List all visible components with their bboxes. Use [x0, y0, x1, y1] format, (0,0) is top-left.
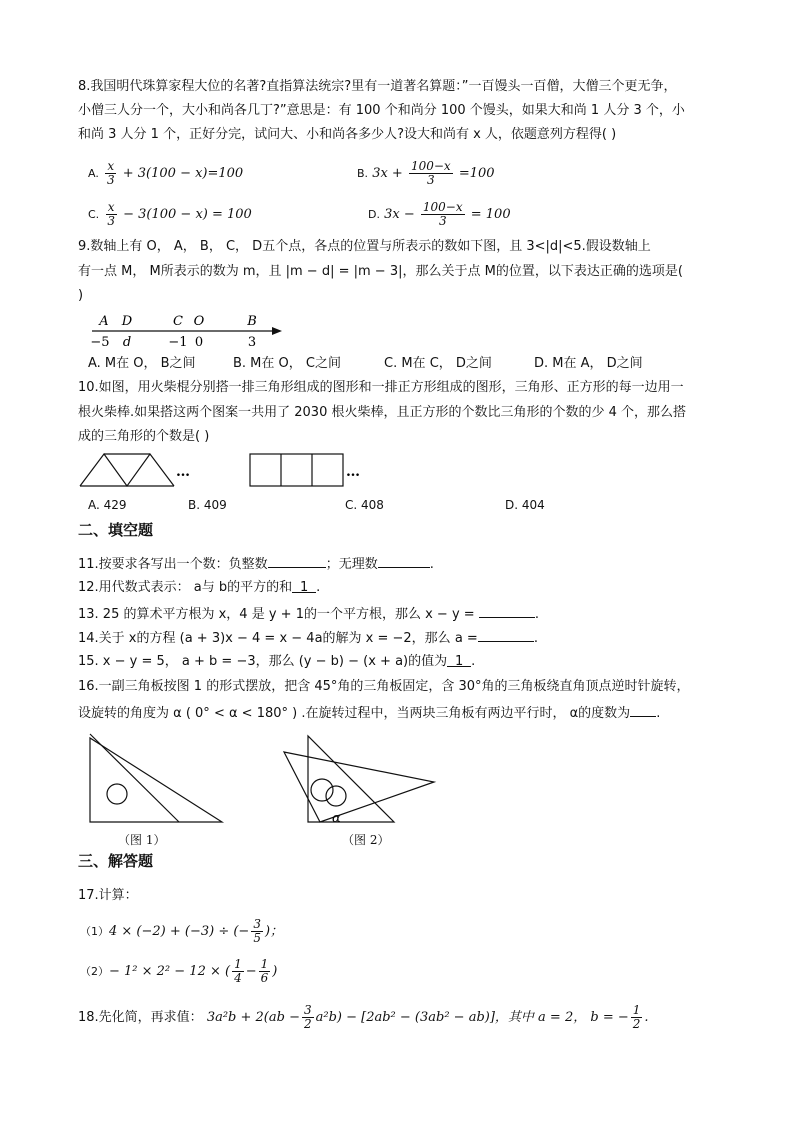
point-c-label: C	[173, 314, 183, 329]
triangle-30-edge	[90, 734, 179, 822]
q10-option-d[interactable]: D. 404	[505, 498, 545, 512]
q9-line2: 有一点 M， M所表示的数为 m，且 |m − d| = |m − 3|，那么关于点 M的位置，以下表达正确的选项是(	[78, 264, 683, 279]
square-dots: …	[346, 464, 360, 480]
q8-option-c[interactable]: C. $\frac{x}{3}$ − 3(100 − x) = 100	[88, 200, 252, 228]
figure-1	[84, 730, 234, 826]
q9-option-b[interactable]: B. M在 O， C之间	[233, 356, 341, 371]
fraction: $\frac{3}{2}$	[303, 1003, 312, 1031]
figure-2	[276, 730, 446, 826]
q9-line3: )	[78, 288, 84, 303]
answer-blank[interactable]	[479, 604, 535, 618]
answer-blank[interactable]	[478, 628, 534, 642]
q8-line3: 和尚 3 人分 1 个，正好分完，试问大、小和尚各多少人?设大和尚有 x 人，依题意列方程得( )	[78, 127, 617, 142]
value-b: 3	[247, 335, 257, 350]
q10-option-c[interactable]: C. 408	[345, 498, 384, 512]
axis-arrow	[272, 327, 282, 335]
triangle-dots: …	[176, 464, 190, 480]
answer-blank[interactable]: 1	[447, 653, 471, 667]
point-b-label: B	[247, 314, 257, 329]
triangle-hole	[311, 779, 333, 801]
q10-option-a[interactable]: A. 429	[88, 498, 127, 512]
number-line	[86, 310, 286, 350]
figure-2-caption: （图 2）	[342, 833, 390, 847]
q13: 13. 25 的算术平方根为 x，4 是 y + 1的一个平方根，那么 x − y = .	[78, 604, 539, 624]
fraction: $\frac{100-x}{3}$	[410, 159, 451, 187]
q18: 18.先化简，再求值： 3a²b + 2(ab − $\frac{3}{2}$ a²b) − [2ab² − (3ab² − ab)]，其中 a = 2， b = − $\frac{1}{2}$ .	[78, 1003, 649, 1031]
point-a-label: A	[99, 314, 109, 329]
q12: 12.用代数式表示： a与 b的平方的和 1 .	[78, 580, 321, 595]
section-solve: 三、解答题	[78, 852, 154, 870]
q9-option-a[interactable]: A. M在 O， B之间	[88, 356, 196, 371]
value-d: d	[122, 335, 132, 350]
fraction: $\frac{1}{4}$	[234, 957, 242, 985]
value-o: 0	[194, 335, 204, 350]
fraction: $\frac{1}{6}$	[260, 957, 269, 985]
q15: 15. x − y = 5， a + b = −3，那么 (y − b) − (x + a)的值为 1 .	[78, 654, 476, 669]
q8-option-d[interactable]: D. 3x − $\frac{100-x}{3}$ = 100	[368, 200, 511, 228]
q14: 14.关于 x的方程 (a + 3)x − 4 = x − 4a的解为 x = −2，那么 a = .	[78, 628, 538, 648]
q10-option-b[interactable]: B. 409	[188, 498, 227, 512]
q17-title: 17.计算：	[78, 888, 138, 903]
fraction: $\frac{1}{2}$	[632, 1003, 641, 1031]
q10-line3: 成的三角形的个数是( )	[78, 429, 210, 444]
point-o-label: O	[193, 314, 205, 329]
fraction: $\frac{3}{5}$	[253, 917, 261, 945]
q17-part1: （1）4 × (−2) + (−3) ÷ (− $\frac{3}{5}$ )；	[80, 917, 284, 945]
q8-line2: 小僧三人分一个，大小和尚各几丁?”意思是：有 100 个和尚分 100 个馒头，如果大和尚 1 人分 3 个，小	[78, 103, 685, 118]
square-row	[250, 454, 343, 486]
section-fill-blank: 二、填空题	[78, 521, 154, 539]
point-d-label: D	[121, 314, 133, 329]
answer-blank[interactable]	[378, 554, 430, 568]
q8-line1: 8.我国明代珠算家程大位的名著?直指算法统宗?里有一道著名算题：”一百馒头一百僧，大僧三个更无争，	[78, 79, 677, 94]
q8-option-b[interactable]: B. 3x + $\frac{100-x}{3}$ =100	[357, 159, 495, 187]
fraction: $\frac{x}{3}$	[107, 200, 115, 228]
q8-option-a[interactable]: A. $\frac{x}{3}$ + 3(100 − x)=100	[88, 159, 244, 187]
fraction: $\frac{x}{3}$	[106, 159, 115, 187]
q9-option-c[interactable]: C. M在 C， D之间	[384, 356, 492, 371]
triangle-45	[90, 738, 222, 822]
triangle-hole	[107, 784, 127, 804]
fraction: $\frac{100-x}{3}$	[422, 200, 463, 228]
angle-alpha-label: α	[332, 811, 341, 826]
match-figures	[78, 450, 378, 490]
answer-blank[interactable]: 1	[292, 579, 316, 593]
q16-line2: 设旋转的角度为 α ( 0° < α < 180° ) .在旋转过程中，当两块三角板有两边平行时， α的度数为 .	[78, 703, 660, 723]
q16-line1: 16.一副三角板按图 1 的形式摆放，把含 45°角的三角板固定，含 30°角的三角板绕直角顶点逆时针旋转，	[78, 679, 690, 694]
q9-option-d[interactable]: D. M在 A， D之间	[534, 356, 643, 371]
answer-blank[interactable]	[268, 554, 326, 568]
triangle-hole	[326, 786, 346, 806]
q17-part2: （2）− 1² × 2² − 12 × ( $\frac{1}{4}$ − $\frac{1}{6}$ )	[80, 957, 278, 985]
value-c: −1	[168, 335, 188, 350]
triangle-row	[80, 454, 174, 486]
value-a: −5	[90, 335, 110, 350]
answer-blank[interactable]	[630, 703, 656, 717]
q9-line1: 9.数轴上有 O， A， B， C， D五个点，各点的位置与所表示的数如下图，且 3<|d|<5.假设数轴上	[78, 239, 651, 254]
q11: 11.按要求各写出一个数：负整数 ；无理数 .	[78, 554, 434, 574]
q10-line2: 根火柴棒.如果搭这两个图案一共用了 2030 根火柴棒，且正方形的个数比三角形的个数的少 4 个，那么搭	[78, 405, 687, 420]
q10-line1: 10.如图，用火柴棍分别搭一排三角形组成的图形和一排正方形组成的图形，三角形、正方形的每一边用一	[78, 380, 684, 395]
figure-1-caption: （图 1）	[118, 833, 166, 847]
